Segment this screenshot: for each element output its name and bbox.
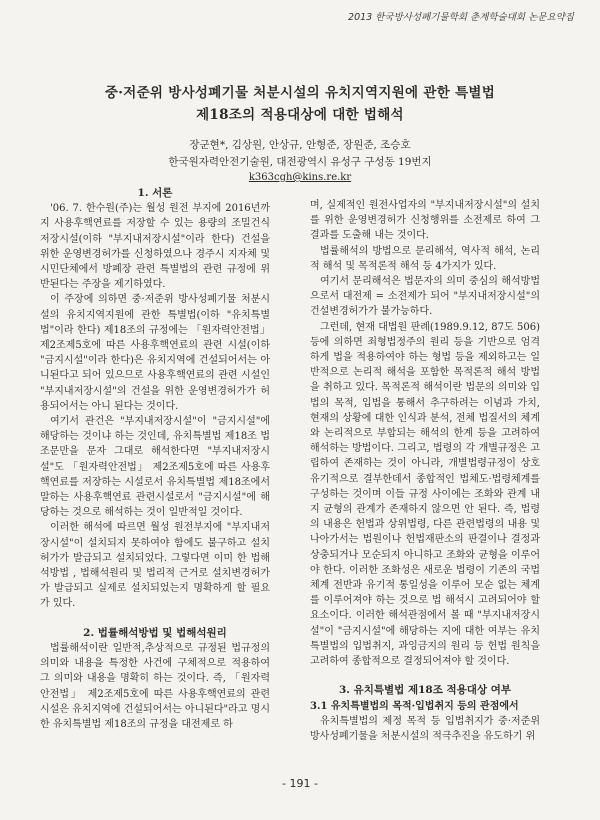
left-column	[40, 186, 270, 732]
paragraph: 그런데, 현재 대법원 판례(1989.9.12, 87도 506)등에 의하면 죄형법정주의 원리 등을 기반으로 엄격하게 법을 적용하여야 하는 형법 등을 제외하고는 일반적으로 논리적 해석을 포함한 목적론적 해석 방법을 취하고 있다. 목적론적 해석이란 법문의 의미와 입법의 목적, 입법을 통해서 추구하려는 이념과 가치, 현재의 상황에 대한 인식과 분석, 전체 법질서의 체계와 논리적으로 부합되는 해석의 한계 등을 고려하여 해석하는 방법이다. 그리고, 법령의 각 개별규정은 고립하여 존재하는 것이 아니라, 개별법령규정이 상호 유기적으로 결부한데서 종합적인 법체도·법령체계를 구성하는 것이며 이들 규정 사이에는 조화와 관계 내지 균형의 관계가 존재하지 않으면 안 된다. 즉, 법령의 내용은 헌법과 상위법령, 다른 관련법령의 내용 및 나아가서는 법원이나 헌법재판소의 판결이나 결정과 상충되거나 모순되지 아니하고 조화와 균형을 이루어야 한다. 이러한 조화성은 새로운 법령이 기존의 국법체계 전반과 유기적 통일성을 이루어 모순 없는 체계를 이루어져야 하는 것으로 법 해석시 고려되어야 할 요소이다. 이러한 해석관점에서 볼 때 "부지내저장시설"이 "금지시설"에 해당하는 지에 대한 여부는 유치특별법의 입법취지, 과잉금지의 원리 등 헌법 원칙을 고려하여 종합적으로 결정되어져야 할 것이다.	[310, 321, 540, 668]
paragraph: 이 주장에 의하면 중·저준위 방사성폐기물 처분시설의 유치지역지원에 관한 특별법(이하 "유치특별법"이라 한다) 제18조의 규정에는 「원자력안전법」 제2조제5호에 따른 사용후핵연료의 관련 시설(이하 "금지시설"이라 한다)은 유치지역에 건설되어서는 아니된다고 되어 있으므로 사용후핵연료의 관련 시설인 "부지내저장시설"의 건설을 위한 운영변경허가가 허용되어서는 아니 된다는 것이다.	[40, 294, 270, 412]
paragraph: 여기서 문리해석은 법문자의 의미 중심의 해석방법으로서 대전제 = 소전제가 되어 "부지내저장시설"의 건설변경허가가 불가능하다.	[310, 276, 540, 318]
paragraph: 이러한 해석에 따르면 월성 원전부지에 "부지내저장시설"이 설치되지 못하여야 함에도 불구하고 설치허가가 발급되고 설치되었다. 그렇다면 이미 한 법해석방법 , 법해석원리 및 법리적 근거로 설치변경허가가 발급되고 실제로 설치되었는지 명확하게 할 필요가 있다.	[40, 522, 270, 610]
proceedings-header: 2013 한국방사성폐기물학회 춘계학술대회 논문요약집	[348, 12, 574, 23]
email-text: k363cgh@kins.re.kr	[248, 172, 352, 183]
page-number: - 191 -	[282, 777, 318, 790]
paragraph: 여기서 관건은 "부지내저장시설"이 "금지시설"에 해당하는 것이냐 하는 것인데, 유치특별법 제18조 법조문만을 문자 그대로 해석한다면 "부지내저장시설"도 「원자력안전법」 제2조제5호에 따른 사용후핵연료를 저장하는 시설로서 유치특별법 제18조에서 말하는 사용후핵연료 관련시설로서 "금지시설"에 해당하는 것으로 해석하는 것이 일반적일 것이다.	[40, 416, 270, 519]
section-3-heading: 3. 유치특별법 제18조 적용대상 여부	[338, 684, 512, 697]
paragraph: '06. 7. 한수원(주)는 월성 원전 부지에 2016년까지 사용후핵연료를 저장할 수 있는 용량의 조밀건식저장시설(이하 "부지내저장시설"이라 한다) 건설을 위한 운영변경허가를 신청하였으나 경주시 지자체 및 시민단체에서 방폐장 관련 특별법의 관련 규정에 위반된다는 주장을 제기하였다.	[40, 203, 270, 291]
section-2-heading: 2. 법률해석방법 및 법해석원리	[83, 626, 227, 639]
subsection-3-1-heading: 3.1 유치특별법의 목적·입법취지 등의 관점에서	[310, 700, 519, 712]
contact-email	[0, 170, 600, 186]
author-list: 장군현*, 김상원, 안상규, 안형준, 장원준, 조승호	[189, 139, 411, 151]
paragraph: 며, 실제적인 원전사업자의 "부지내저장시설"의 설치를 위한 운영변경허가 신청행위를 소전제로 하여 그 결과를 도출해 내는 것이다.	[310, 200, 540, 242]
paper-title-line1: 중·저준위 방사성폐기물 처분시설의 유치지역지원에 관한 특별법	[104, 85, 496, 101]
section-1-heading: 1. 서론	[137, 187, 173, 199]
paper-title-line2: 제18조의 적용대상에 대한 법해석	[196, 107, 404, 123]
paragraph: 법률해석이란 일반적,추상적으로 규정된 법규정의 의미와 내용을 특정한 사건에 구체적으로 적용하여 그 의미와 내용을 명확히 하는 것이다. 즉, 「원자력안전법」 제2조제5호에 따른 사용후핵연료의 관련 시설은 유치지역에 건설되어서는 아니된다"라고 명시한 유치특별법 제18조의 규정을 대전제로 하	[40, 642, 270, 730]
affiliation: 한국원자력안전기술원, 대전광역시 유성구 구성동 19번지	[168, 156, 432, 168]
paragraph: 법률해석의 방법으로 문리해석, 역사적 해석, 논리적 해석 및 목적론적 해석 등 4가지가 있다.	[310, 245, 540, 272]
paragraph: 유치특별법의 제정 목적 등 입법취지가 중·저준위 방사성폐기물을 처분시설의 적극추진을 유도하기 위	[310, 715, 540, 742]
right-column	[310, 198, 540, 744]
